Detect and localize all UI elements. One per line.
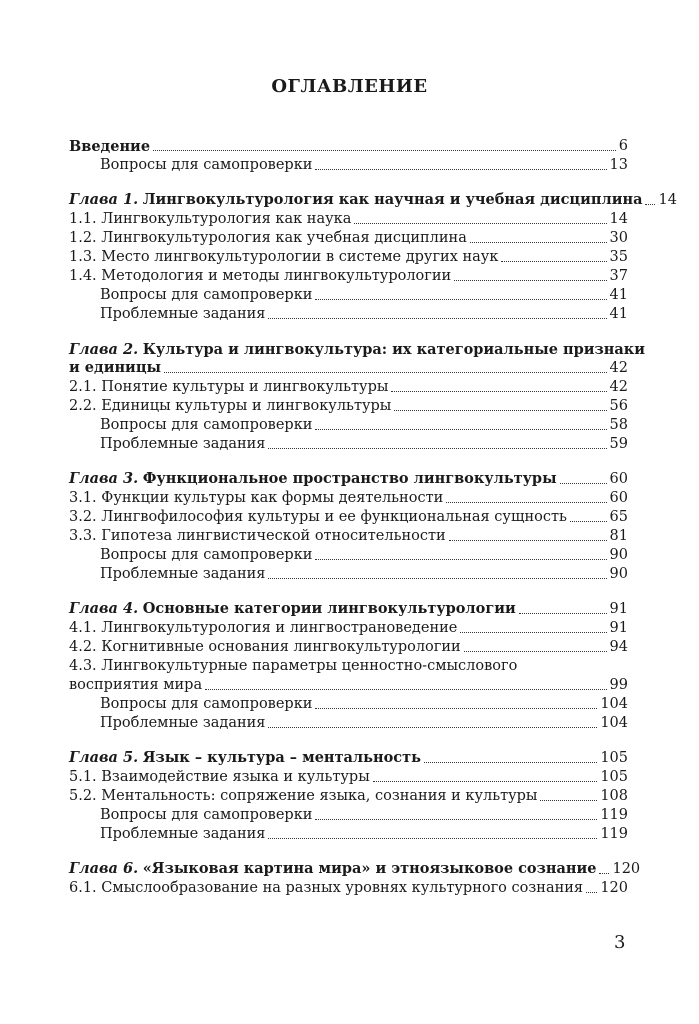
toc-entry[interactable]	[69, 435, 628, 454]
toc-entry[interactable]	[69, 638, 628, 657]
toc-page-number: 104	[600, 715, 628, 731]
leader-dots	[164, 372, 606, 373]
leader-dots	[268, 838, 597, 839]
toc-entry-label: Проблемные задания	[100, 715, 266, 731]
toc-entry[interactable]	[69, 619, 628, 638]
chapter-title: «Языковая картина мира» и этноязыковое сознание	[142, 860, 597, 877]
toc-page-number: 119	[600, 826, 628, 842]
toc-entry[interactable]	[69, 229, 628, 248]
toc-page-number: 91	[609, 601, 628, 617]
toc-entry-label: 3.1. Функции культуры как формы деятельности	[69, 490, 444, 506]
toc-entry[interactable]	[69, 286, 628, 305]
toc-page-number: 90	[609, 547, 628, 563]
toc-entry[interactable]	[69, 210, 628, 229]
toc-chapter-label: и единицы	[69, 359, 162, 376]
toc-page-number: 91	[609, 620, 628, 636]
toc-chapter-4[interactable]	[69, 600, 628, 619]
leader-dots	[315, 169, 606, 170]
toc-entry-label: Проблемные задания	[100, 436, 266, 452]
toc-page-number: 120	[600, 880, 628, 896]
toc-page-number: 94	[609, 639, 628, 655]
chapter-prefix: Глава 4.	[69, 600, 139, 617]
toc-entry[interactable]	[69, 489, 628, 508]
toc-entry[interactable]	[69, 825, 628, 844]
leader-dots	[645, 204, 655, 205]
toc-chapter-5[interactable]	[69, 749, 628, 768]
toc-page-number: 120	[612, 861, 641, 877]
toc-chapter-2[interactable]	[69, 359, 628, 378]
toc-entry-label: Вопросы для самопроверки	[100, 547, 313, 563]
leader-dots	[268, 318, 606, 319]
toc-entry-label: 6.1. Смыслообразование на разных уровнях культурного сознания	[69, 880, 584, 896]
toc-entry[interactable]	[69, 378, 628, 397]
toc-page-number: 41	[609, 306, 628, 322]
toc-page-number: 105	[600, 750, 628, 766]
chapter-prefix: Глава 6.	[69, 860, 139, 877]
leader-dots	[394, 410, 606, 411]
chapter-prefix: Глава 1.	[69, 191, 139, 208]
toc-page-number: 105	[600, 769, 628, 785]
leader-dots	[315, 429, 606, 430]
toc-chapter-6[interactable]	[69, 860, 641, 879]
toc-entry-label: Вопросы для самопроверки	[100, 807, 313, 823]
toc-entry-label: 1.4. Методология и методы лингвокультурологии	[69, 268, 452, 284]
chapter-prefix: Глава 5.	[69, 749, 139, 766]
toc-page-number: 81	[609, 528, 628, 544]
toc-entry[interactable]	[69, 695, 628, 714]
toc-entry-line1[interactable]: 4.3. Лингвокультурные параметры ценностно-смыслового	[69, 658, 518, 674]
leader-dots	[268, 578, 606, 579]
toc-entry-label: 2.2. Единицы культуры и лингвокультуры	[69, 398, 392, 414]
toc-chapter-label	[69, 748, 421, 768]
toc-entry-introduction[interactable]	[69, 137, 628, 156]
leader-dots	[446, 502, 606, 503]
toc-chapter-1[interactable]	[69, 191, 677, 210]
toc-page-number: 6	[618, 138, 628, 154]
toc-page-number: 14	[658, 192, 677, 208]
toc-entry[interactable]	[69, 806, 628, 825]
toc-entry-label: 3.3. Гипотеза лингвистической относительности	[69, 528, 446, 544]
toc-page-number: 42	[609, 379, 628, 395]
toc-entry-label: 1.2. Лингвокультурология как учебная дисциплина	[69, 230, 467, 246]
leader-dots	[315, 819, 597, 820]
toc-page-number: 59	[609, 436, 628, 452]
toc-entry[interactable]	[69, 527, 628, 546]
chapter-title: Лингвокультурология как научная и учебная дисциплина	[142, 191, 643, 208]
leader-dots	[560, 483, 607, 484]
page-number: 3	[614, 932, 626, 953]
toc-entry-label: восприятия мира	[69, 677, 203, 693]
table-of-contents	[69, 137, 677, 898]
leader-dots	[599, 873, 609, 874]
toc-entry-label: Вопросы для самопроверки	[100, 696, 313, 712]
toc-chapter-3[interactable]	[69, 470, 628, 489]
toc-entry[interactable]	[69, 676, 628, 695]
page-title: ОГЛАВЛЕНИЕ	[271, 76, 428, 97]
toc-page-number: 60	[609, 471, 628, 487]
chapter-title: Язык – культура – ментальность	[142, 749, 421, 766]
toc-entry[interactable]	[69, 267, 628, 286]
leader-dots	[153, 150, 616, 151]
leader-dots	[424, 762, 597, 763]
toc-page-number: 37	[609, 268, 628, 284]
chapter-title: Функциональное пространство лингвокультуры	[142, 470, 557, 487]
toc-page-number: 60	[609, 490, 628, 506]
toc-entry-label: 3.2. Лингвофилософия культуры и ее функциональная сущность	[69, 509, 567, 525]
toc-entry[interactable]	[69, 565, 628, 584]
leader-dots	[315, 708, 597, 709]
toc-page-number: 119	[600, 807, 628, 823]
toc-entry-label: 1.1. Лингвокультурология как наука	[69, 211, 352, 227]
toc-entry[interactable]	[69, 416, 628, 435]
leader-dots	[354, 223, 606, 224]
leader-dots	[501, 261, 606, 262]
toc-page-number: 108	[600, 788, 628, 804]
toc-entry-label: 2.1. Понятие культуры и лингвокультуры	[69, 379, 389, 395]
toc-page-number: 99	[609, 677, 628, 693]
leader-dots	[470, 242, 607, 243]
toc-page-number: 30	[609, 230, 628, 246]
toc-chapter-2-line1[interactable]	[69, 340, 646, 359]
leader-dots	[586, 892, 597, 893]
toc-page-number: 58	[609, 417, 628, 433]
toc-page-number: 56	[609, 398, 628, 414]
toc-entry[interactable]	[69, 248, 628, 267]
toc-entry[interactable]	[69, 305, 628, 324]
toc-entry-label: 5.2. Ментальность: сопряжение языка, сознания и культуры	[69, 788, 538, 804]
leader-dots	[205, 689, 606, 690]
toc-entry-label: Введение	[69, 138, 151, 155]
toc-entry[interactable]	[69, 397, 628, 416]
chapter-prefix: Глава 2.	[69, 341, 139, 358]
leader-dots	[454, 280, 606, 281]
toc-page-number: 35	[609, 249, 628, 265]
toc-entry-label: Проблемные задания	[100, 306, 266, 322]
chapter-prefix: Глава 3.	[69, 470, 139, 487]
toc-chapter-label	[69, 599, 516, 619]
leader-dots	[391, 391, 606, 392]
toc-entry-label: Вопросы для самопроверки	[100, 287, 313, 303]
leader-dots	[268, 448, 606, 449]
toc-entry-label: 4.1. Лингвокультурология и лингвострановедение	[69, 620, 458, 636]
leader-dots	[268, 727, 597, 728]
chapter-title: Культура и лингвокультура: их категориальные признаки	[142, 341, 646, 358]
toc-chapter-label	[69, 469, 557, 489]
toc-entry-label: Проблемные задания	[100, 566, 266, 582]
leader-dots	[315, 559, 606, 560]
toc-page-number: 90	[609, 566, 628, 582]
leader-dots	[519, 613, 607, 614]
toc-page-number: 104	[600, 696, 628, 712]
toc-entry-label: 4.2. Когнитивные основания лингвокультурологии	[69, 639, 461, 655]
toc-entry[interactable]	[69, 508, 628, 527]
toc-chapter-label	[69, 190, 642, 210]
toc-entry-label: Вопросы для самопроверки	[100, 417, 313, 433]
toc-entry[interactable]	[69, 546, 628, 565]
toc-page-number: 14	[609, 211, 628, 227]
leader-dots	[373, 781, 598, 782]
toc-page-number: 13	[609, 157, 628, 173]
toc-entry[interactable]	[69, 879, 628, 898]
leader-dots	[464, 651, 607, 652]
leader-dots	[540, 800, 597, 801]
toc-page-number: 42	[609, 360, 628, 376]
toc-chapter-label	[69, 859, 596, 879]
leader-dots	[460, 632, 606, 633]
toc-page-number: 41	[609, 287, 628, 303]
toc-entry-label: 1.3. Место лингвокультурологии в системе других наук	[69, 249, 499, 265]
toc-page-number: 65	[609, 509, 628, 525]
leader-dots	[315, 299, 606, 300]
leader-dots	[570, 521, 607, 522]
toc-entry[interactable]	[69, 768, 628, 787]
toc-entry-label: Вопросы для самопроверки	[100, 157, 313, 173]
toc-entry[interactable]	[69, 714, 628, 733]
toc-entry-label: Проблемные задания	[100, 826, 266, 842]
chapter-title: Основные категории лингвокультурологии	[142, 600, 516, 617]
leader-dots	[449, 540, 607, 541]
toc-entry[interactable]	[69, 156, 628, 175]
toc-entry-label: 5.1. Взаимодействие языка и культуры	[69, 769, 370, 785]
toc-entry[interactable]	[69, 787, 628, 806]
